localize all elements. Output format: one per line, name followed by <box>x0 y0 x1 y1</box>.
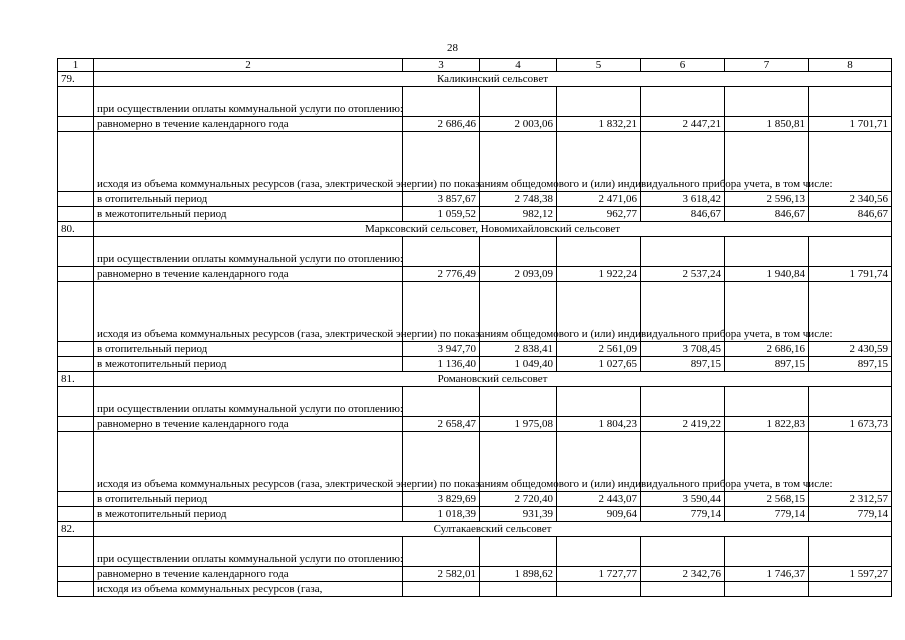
index-cell-empty <box>58 432 94 492</box>
empty-cell <box>641 537 725 567</box>
group-row <box>58 72 892 87</box>
group-index: 81. <box>58 372 94 387</box>
empty-cell <box>809 87 892 117</box>
row-label: равномерно в течение календарного года <box>94 267 403 282</box>
value-cell: 909,64 <box>557 507 641 522</box>
value-cell: 779,14 <box>809 507 892 522</box>
value-cell: 779,14 <box>641 507 725 522</box>
value-cell: 2 686,46 <box>403 117 480 132</box>
empty-cell <box>557 387 641 417</box>
value-cell: 2 720,40 <box>480 492 557 507</box>
value-cell: 2 568,15 <box>725 492 809 507</box>
empty-cell <box>641 87 725 117</box>
row-label: исходя из объема коммунальных ресурсов (газа, <box>94 582 403 597</box>
index-cell-empty <box>58 282 94 342</box>
value-cell: 1 922,24 <box>557 267 641 282</box>
tariff-table <box>57 58 892 597</box>
row-label: равномерно в течение календарного года <box>94 417 403 432</box>
value-cell: 2 748,38 <box>480 192 557 207</box>
interheating-row <box>58 507 892 522</box>
row-label: в межотопительный период <box>94 357 403 372</box>
value-cell: 846,67 <box>641 207 725 222</box>
empty-cell <box>725 537 809 567</box>
empty-cell <box>725 87 809 117</box>
value-cell: 1 975,08 <box>480 417 557 432</box>
value-cell: 2 686,16 <box>725 342 809 357</box>
value-cell: 2 776,49 <box>403 267 480 282</box>
value-cell: 1 804,23 <box>557 417 641 432</box>
empty-cell <box>480 582 557 597</box>
value-cell: 2 658,47 <box>403 417 480 432</box>
empty-cell <box>641 387 725 417</box>
value-cell: 2 342,76 <box>641 567 725 582</box>
empty-cell <box>725 582 809 597</box>
row-label: исходя из объема коммунальных ресурсов (газа, электрической энергии) по показаниям общедомового и (или) индивидуального прибора учета, в том числе: <box>94 132 403 192</box>
empty-cell <box>403 87 480 117</box>
row-label: при осуществлении оплаты коммунальной услуги по отоплению: <box>94 387 403 417</box>
empty-cell <box>641 582 725 597</box>
empty-cell <box>403 237 480 267</box>
value-cell: 2 838,41 <box>480 342 557 357</box>
value-cell: 1 027,65 <box>557 357 641 372</box>
group-title: Марксовский сельсовет, Новомихайловский сельсовет <box>94 222 892 237</box>
value-cell: 2 582,01 <box>403 567 480 582</box>
empty-cell <box>557 537 641 567</box>
row-label: при осуществлении оплаты коммунальной услуги по отоплению: <box>94 87 403 117</box>
value-cell: 3 590,44 <box>641 492 725 507</box>
index-cell-empty <box>58 267 94 282</box>
intro-row <box>58 237 892 267</box>
empty-cell <box>809 237 892 267</box>
empty-cell <box>557 87 641 117</box>
value-cell: 1 791,74 <box>809 267 892 282</box>
value-cell: 1 850,81 <box>725 117 809 132</box>
value-cell: 1 597,27 <box>809 567 892 582</box>
value-cell: 2 561,09 <box>557 342 641 357</box>
index-cell-empty <box>58 192 94 207</box>
heating-row <box>58 192 892 207</box>
index-cell-empty <box>58 537 94 567</box>
index-cell-empty <box>58 387 94 417</box>
header-cell-1: 1 <box>58 59 94 72</box>
uniform-row <box>58 567 892 582</box>
group-title: Романовский сельсовет <box>94 372 892 387</box>
index-cell-empty <box>58 117 94 132</box>
group-index: 82. <box>58 522 94 537</box>
intro-row <box>58 387 892 417</box>
value-cell: 897,15 <box>641 357 725 372</box>
empty-cell <box>480 387 557 417</box>
header-cell-6: 6 <box>641 59 725 72</box>
value-cell: 2 537,24 <box>641 267 725 282</box>
row-label: равномерно в течение календарного года <box>94 567 403 582</box>
row-label: равномерно в течение календарного года <box>94 117 403 132</box>
volume-row <box>58 282 892 342</box>
index-cell-empty <box>58 132 94 192</box>
value-cell: 1 673,73 <box>809 417 892 432</box>
value-cell: 1 018,39 <box>403 507 480 522</box>
heating-row <box>58 492 892 507</box>
value-cell: 846,67 <box>725 207 809 222</box>
row-label: в отопительный период <box>94 342 403 357</box>
group-index: 80. <box>58 222 94 237</box>
value-cell: 982,12 <box>480 207 557 222</box>
index-cell-empty <box>58 492 94 507</box>
value-cell: 846,67 <box>809 207 892 222</box>
row-label: в межотопительный период <box>94 207 403 222</box>
heating-row <box>58 342 892 357</box>
empty-cell <box>480 537 557 567</box>
row-label: в отопительный период <box>94 492 403 507</box>
empty-cell <box>809 537 892 567</box>
empty-cell <box>403 582 480 597</box>
value-cell: 1 898,62 <box>480 567 557 582</box>
value-cell: 3 708,45 <box>641 342 725 357</box>
index-cell-empty <box>58 357 94 372</box>
uniform-row <box>58 117 892 132</box>
value-cell: 1 822,83 <box>725 417 809 432</box>
value-cell: 1 832,21 <box>557 117 641 132</box>
empty-cell <box>725 387 809 417</box>
value-cell: 1 746,37 <box>725 567 809 582</box>
value-cell: 1 701,71 <box>809 117 892 132</box>
group-title: Каликинский сельсовет <box>94 72 892 87</box>
value-cell: 2 312,57 <box>809 492 892 507</box>
page-number: 28 <box>447 42 458 54</box>
value-cell: 2 447,21 <box>641 117 725 132</box>
header-cell-4: 4 <box>480 59 557 72</box>
value-cell: 2 003,06 <box>480 117 557 132</box>
empty-cell <box>809 387 892 417</box>
empty-cell <box>725 237 809 267</box>
uniform-row <box>58 417 892 432</box>
index-cell-empty <box>58 87 94 117</box>
value-cell: 897,15 <box>725 357 809 372</box>
header-cell-5: 5 <box>557 59 641 72</box>
value-cell: 2 471,06 <box>557 192 641 207</box>
empty-cell <box>809 582 892 597</box>
empty-cell <box>403 387 480 417</box>
value-cell: 3 947,70 <box>403 342 480 357</box>
volume-row <box>58 132 892 192</box>
value-cell: 962,77 <box>557 207 641 222</box>
interheating-row <box>58 357 892 372</box>
header-cell-2: 2 <box>94 59 403 72</box>
row-label: исходя из объема коммунальных ресурсов (газа, электрической энергии) по показаниям общедомового и (или) индивидуального прибора учета, в том числе: <box>94 432 403 492</box>
value-cell: 2 430,59 <box>809 342 892 357</box>
index-cell-empty <box>58 567 94 582</box>
value-cell: 931,39 <box>480 507 557 522</box>
value-cell: 3 618,42 <box>641 192 725 207</box>
group-index: 79. <box>58 72 94 87</box>
value-cell: 1 059,52 <box>403 207 480 222</box>
empty-cell <box>480 237 557 267</box>
empty-cell <box>557 237 641 267</box>
index-cell-empty <box>58 582 94 597</box>
empty-cell <box>403 537 480 567</box>
header-cell-7: 7 <box>725 59 809 72</box>
uniform-row <box>58 267 892 282</box>
value-cell: 897,15 <box>809 357 892 372</box>
empty-cell <box>480 87 557 117</box>
value-cell: 2 596,13 <box>725 192 809 207</box>
empty-cell <box>641 237 725 267</box>
empty-cell <box>557 582 641 597</box>
value-cell: 1 727,77 <box>557 567 641 582</box>
row-label: при осуществлении оплаты коммунальной услуги по отоплению: <box>94 237 403 267</box>
header-cell-8: 8 <box>809 59 892 72</box>
intro-row <box>58 537 892 567</box>
row-label: в отопительный период <box>94 192 403 207</box>
intro-row <box>58 87 892 117</box>
index-cell-empty <box>58 237 94 267</box>
row-label: исходя из объема коммунальных ресурсов (газа, электрической энергии) по показаниям общедомового и (или) индивидуального прибора учета, в том числе: <box>94 282 403 342</box>
header-cell-3: 3 <box>403 59 480 72</box>
row-label: в межотопительный период <box>94 507 403 522</box>
table-header-row <box>58 59 892 72</box>
value-cell: 3 857,67 <box>403 192 480 207</box>
value-cell: 2 340,56 <box>809 192 892 207</box>
value-cell: 2 093,09 <box>480 267 557 282</box>
volume-row <box>58 432 892 492</box>
group-title: Султакаевский сельсовет <box>94 522 892 537</box>
row-label: при осуществлении оплаты коммунальной услуги по отоплению: <box>94 537 403 567</box>
value-cell: 3 829,69 <box>403 492 480 507</box>
interheating-row <box>58 207 892 222</box>
value-cell: 2 419,22 <box>641 417 725 432</box>
index-cell-empty <box>58 417 94 432</box>
value-cell: 1 940,84 <box>725 267 809 282</box>
value-cell: 1 049,40 <box>480 357 557 372</box>
value-cell: 1 136,40 <box>403 357 480 372</box>
group-row <box>58 222 892 237</box>
group-row <box>58 372 892 387</box>
value-cell: 779,14 <box>725 507 809 522</box>
group-row <box>58 522 892 537</box>
index-cell-empty <box>58 507 94 522</box>
index-cell-empty <box>58 207 94 222</box>
index-cell-empty <box>58 342 94 357</box>
volume-row-cut <box>58 582 892 597</box>
value-cell: 2 443,07 <box>557 492 641 507</box>
